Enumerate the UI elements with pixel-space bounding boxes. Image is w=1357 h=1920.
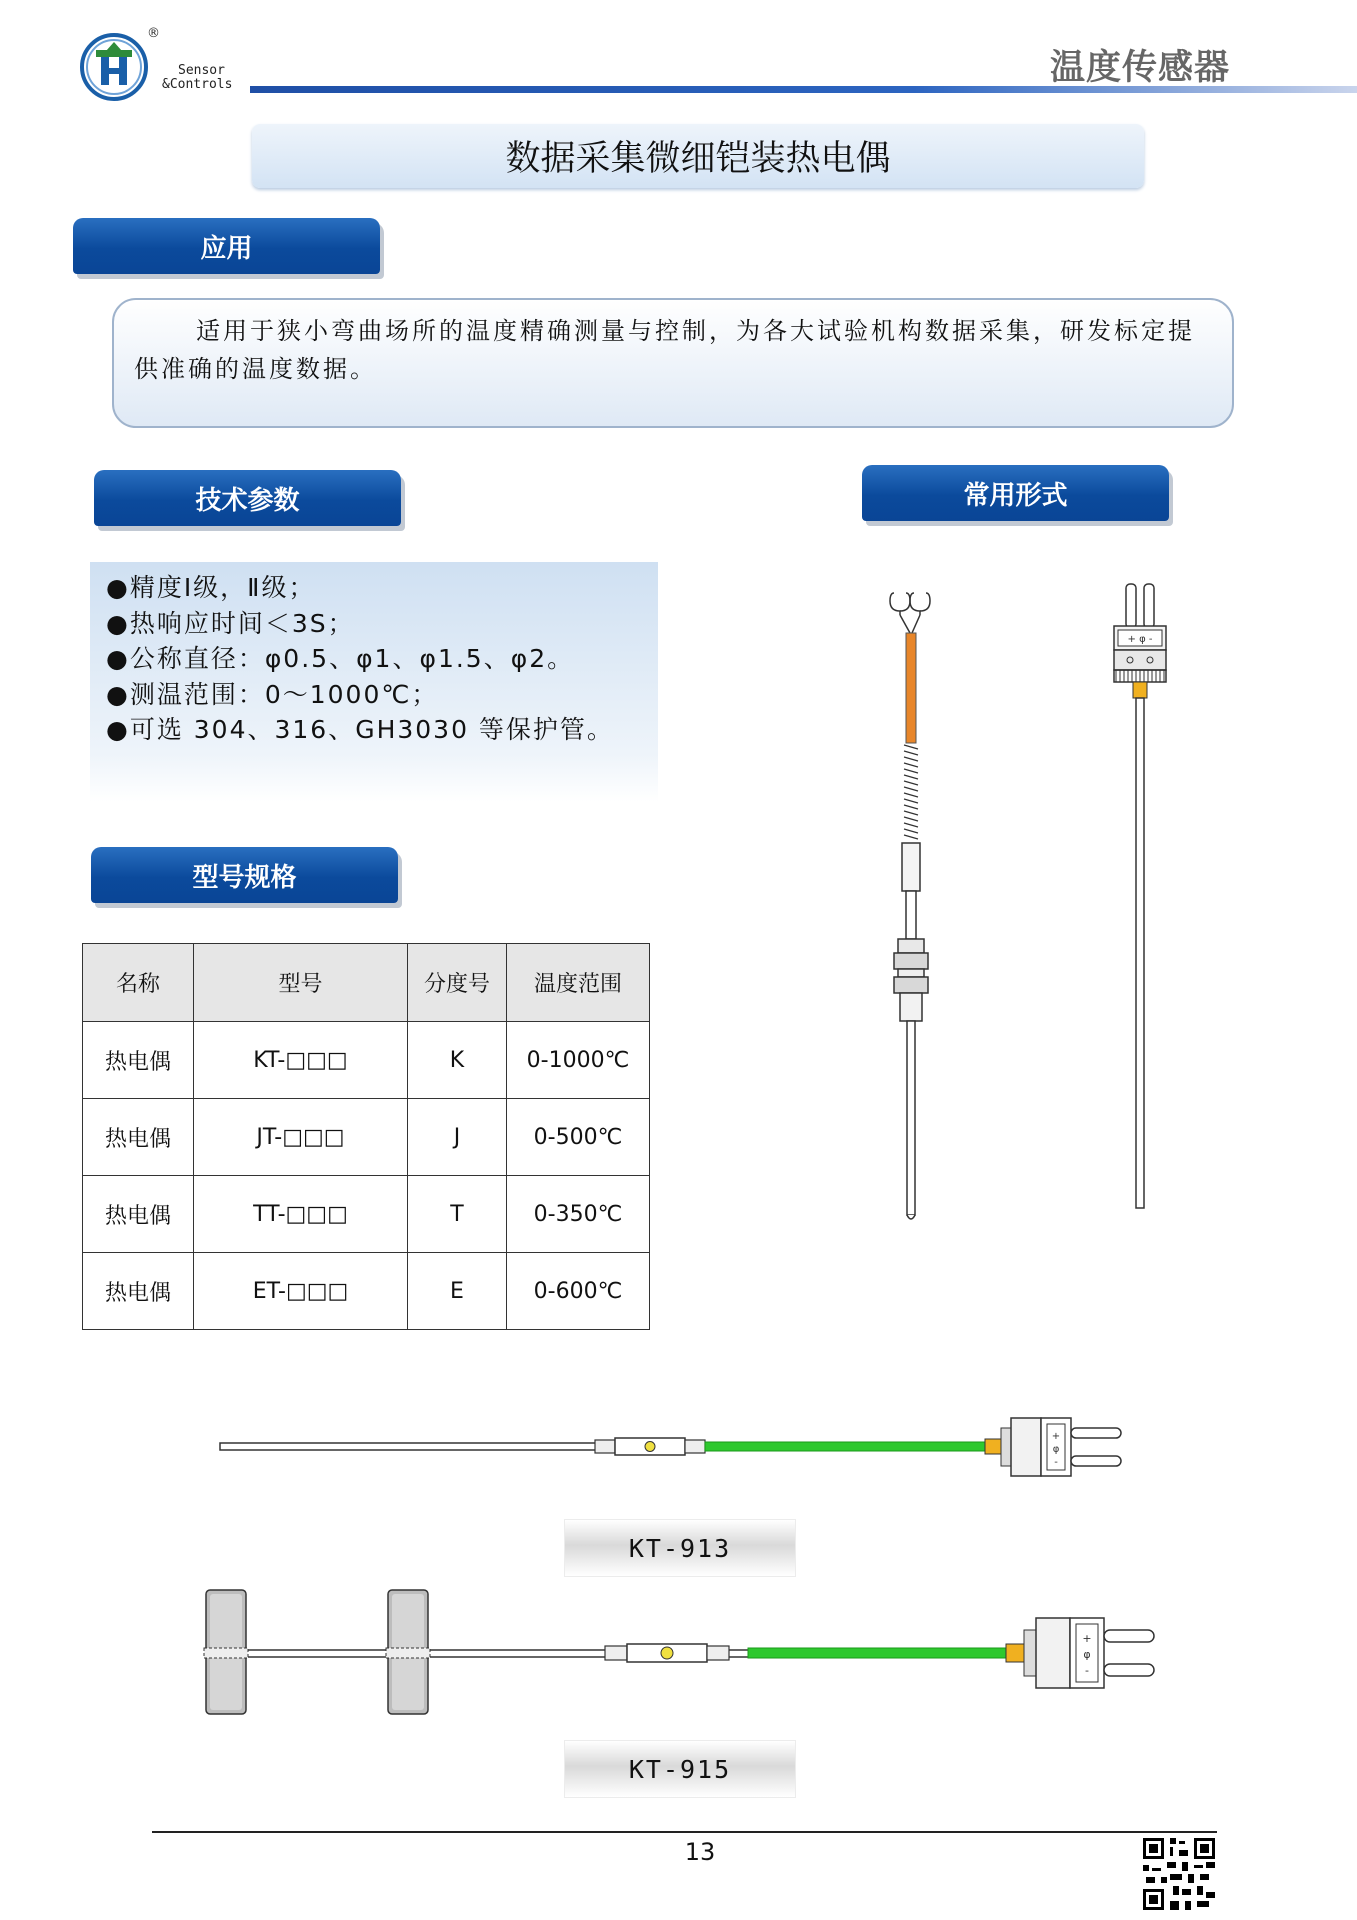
kt915-plus-text: +: [1082, 1632, 1092, 1645]
table-cell: E: [408, 1253, 507, 1330]
logo-text: [162, 64, 232, 92]
table-header: 名称: [83, 944, 194, 1022]
page-title: 数据采集微细铠装热电偶: [252, 124, 1144, 188]
table-row: [83, 1176, 650, 1253]
section-tab-common-forms: 常用形式: [862, 465, 1169, 521]
model-label-kt913: KT-913: [565, 1520, 795, 1576]
table-cell: 热电偶: [83, 1176, 194, 1253]
model-label-kt915: KT-915: [565, 1741, 795, 1797]
kt915-minus-text: -: [1085, 1664, 1089, 1677]
table-row: [83, 1099, 650, 1176]
probe-drawing-plug: [1110, 582, 1180, 1232]
application-text-body: 适用于狭小弯曲场所的温度精确测量与控制，为各大试验机构数据采集，研发标定提供准确的温度数据。: [134, 317, 1195, 383]
table-cell: 热电偶: [83, 1253, 194, 1330]
spec-item: ●热响应时间＜3S；: [106, 608, 355, 638]
table-cell: 热电偶: [83, 1022, 194, 1099]
probe-drawing-spade-leads: [880, 585, 950, 1235]
logo-text-line1: Sensor: [178, 63, 225, 78]
spec-list: [106, 570, 646, 748]
table-cell: J: [408, 1099, 507, 1176]
table-cell: ET-□□□: [194, 1253, 408, 1330]
table-header-row: [83, 944, 650, 1022]
section-tab-tech-params: 技术参数: [94, 470, 401, 526]
table-cell: 0-600℃: [507, 1253, 650, 1330]
footer-rule: [152, 1831, 1217, 1833]
table-cell: KT-□□□: [194, 1022, 408, 1099]
table-header: 温度范围: [507, 944, 650, 1022]
table-row: [83, 1022, 650, 1099]
kt913-minus-text: -: [1054, 1457, 1058, 1468]
probe-drawing-kt913: [215, 1408, 1135, 1488]
table-cell: T: [408, 1176, 507, 1253]
spec-item: ●精度Ⅰ级，Ⅱ级；: [106, 573, 316, 602]
company-logo: [80, 33, 148, 101]
table-row: [83, 1253, 650, 1330]
table-header: 分度号: [408, 944, 507, 1022]
application-text: [134, 312, 1219, 388]
category-title: 温度传感器: [1050, 48, 1231, 88]
table-cell: JT-□□□: [194, 1099, 408, 1176]
table-cell: K: [408, 1022, 507, 1099]
spec-item: ●可选 304、316、GH3030 等保护管。: [106, 715, 614, 744]
probe-drawing-kt915: [200, 1588, 1160, 1718]
table-cell: TT-□□□: [194, 1176, 408, 1253]
table-cell: 0-350℃: [507, 1176, 650, 1253]
model-spec-table: [82, 943, 650, 1330]
kt915-phi-text: φ: [1083, 1648, 1091, 1661]
table-cell: 0-1000℃: [507, 1022, 650, 1099]
qr-code: [1143, 1838, 1215, 1910]
page-number: 13: [684, 1838, 716, 1866]
kt913-plus-text: +: [1051, 1431, 1061, 1442]
logo-text-line2: &Controls: [162, 77, 233, 92]
table-cell: 热电偶: [83, 1099, 194, 1176]
section-tab-model-spec: 型号规格: [91, 847, 398, 903]
table-header: 型号: [194, 944, 408, 1022]
kt913-phi-text: φ: [1052, 1444, 1060, 1455]
spec-item: ●公称直径：φ0.5、φ1、φ1.5、φ2。: [106, 644, 575, 673]
section-tab-application: 应用: [73, 218, 380, 274]
plug-polarity-text: + φ -: [1127, 634, 1153, 645]
spec-item: ●测温范围：0～1000℃；: [106, 679, 439, 709]
registered-mark: ®: [147, 26, 160, 41]
table-cell: 0-500℃: [507, 1099, 650, 1176]
